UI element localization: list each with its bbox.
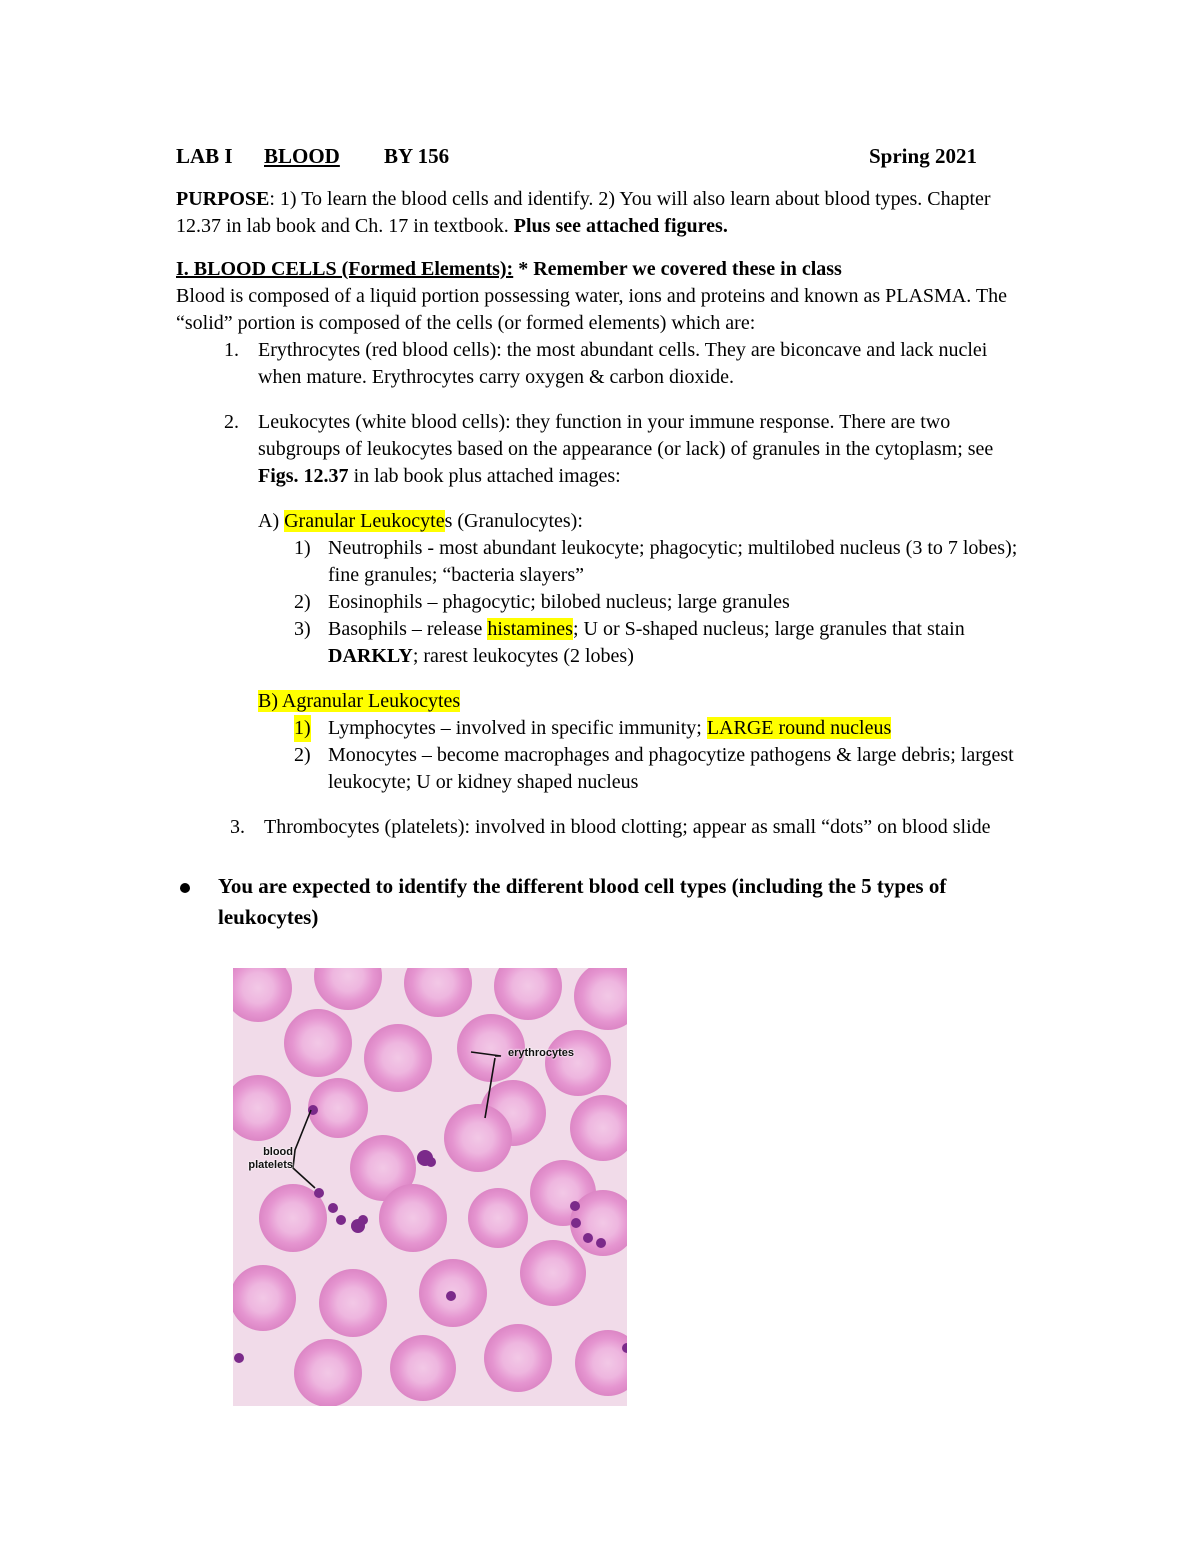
section-note: * Remember we covered these in class [513,258,842,280]
list-item-text: Leukocytes (white blood cells): they function in your immune response. There are two subgroups of leukocytes based on the appearance (or lack) of granules in the cytoplasm; see [258,411,994,460]
sublist-text-mid: ; U or S-shaped nucleus; large granules that stain [572,618,965,640]
platelet [583,1233,593,1243]
list-item-erythrocytes [176,337,1026,391]
sublist-number: 1) [294,715,311,742]
erythrocyte [379,1184,447,1252]
erythrocytes-label: erythrocytes [508,1047,575,1059]
purpose-text: : 1) To learn the blood cells and identify. 2) You will also learn about blood types. Chapter 12.37 in lab book and Ch. 17 in textbook. [176,188,991,237]
term: Spring 2021 [869,144,977,168]
list-item-monocytes [176,742,1026,796]
document-body [176,140,1026,933]
sublist-number: 2) [294,744,311,766]
sublist-text: Monocytes – become macrophages and phagocytize pathogens & large debris; largest leukocyte; U or kidney shaped nucleus [328,744,1014,793]
erythrocyte [233,1265,296,1331]
granular-title-highlight: Granular Leukocyte [284,510,445,532]
erythrocyte [364,1024,432,1092]
erythrocyte [468,1188,528,1248]
bullet-text: You are expected to identify the different blood cell types (including the 5 types of leukocytes) [218,874,947,929]
platelet [328,1203,338,1213]
platelet [570,1201,580,1211]
sublist-number: 3) [294,618,311,640]
erythrocyte [284,1009,352,1077]
purpose-bold-tail: Plus see attached figures. [513,215,728,237]
section-title: I. BLOOD CELLS (Formed Elements): [176,258,514,280]
erythrocyte [390,1335,456,1401]
erythrocyte [520,1240,586,1306]
course-code: BY 156 [384,144,450,168]
section-heading [176,256,1026,283]
erythrocyte [319,1269,387,1337]
platelets-label-line1: blood [263,1146,293,1158]
histamines-highlight: histamines [487,618,573,640]
purpose-label: PURPOSE [176,188,270,210]
list-number: 3. [230,816,245,838]
sublist-text: Neutrophils - most abundant leukocyte; phagocytic; multilobed nucleus (3 to 7 lobes); fine granules; “bacteria slayers” [328,537,1018,586]
list-item-lymphocytes [176,715,1026,742]
erythrocyte [294,1339,362,1406]
title-row [176,140,1026,172]
list-number: 2. [224,411,239,433]
sublist-number: 2) [294,591,311,613]
granular-heading [176,508,1026,535]
sublist-number: 1) [294,537,311,559]
platelet [426,1157,436,1167]
lab-number: LAB I [176,144,233,168]
erythrocyte [484,1324,552,1392]
purpose-paragraph [176,186,1026,240]
list-item-text: Erythrocytes (red blood cells): the most abundant cells. They are biconcave and lack nuclei when mature. Erythrocytes carry oxygen & carbon dioxide. [258,339,988,388]
large-round-nucleus-highlight: LARGE round nucleus [706,717,892,739]
platelet [314,1188,324,1198]
platelet [358,1215,368,1225]
list-item-eosinophils [176,589,1026,616]
sublist-text: Eosinophils – phagocytic; bilobed nucleus; large granules [328,591,790,613]
agranular-heading-highlight [258,690,460,712]
list-item-text: Thrombocytes (platelets): involved in blood clotting; appear as small “dots” on blood slide [264,816,991,838]
list-item-thrombocytes [176,814,1026,841]
list-item-basophils [176,616,1026,670]
bullet-icon [180,883,190,893]
platelet [234,1353,244,1363]
bullet-expectation [176,871,1026,933]
figure-reference: Figs. 12.37 [258,465,349,487]
platelets-label [237,1146,293,1172]
sublist-letter: B) [258,690,278,712]
sublist-letter: A) [258,510,280,532]
blood-smear-image [233,968,627,1406]
granular-title-rest: s (Granulocytes): [444,510,583,532]
lab-topic: BLOOD [264,144,340,168]
sublist-text-tail: ; rarest leukocytes (2 lobes) [412,645,634,667]
agranular-title: Agranular Leukocytes [281,690,461,712]
darkly-bold: DARKLY [328,645,413,667]
sublist-text: Basophils – release [328,618,488,640]
agranular-heading [176,688,1026,715]
blood-smear-figure [233,968,627,1406]
platelet [336,1215,346,1225]
list-item-leukocytes [176,409,1026,490]
section-intro: Blood is composed of a liquid portion possessing water, ions and proteins and known as PLASMA. The “solid” portion is composed of the cells (or formed elements) which are: [176,285,1007,334]
list-number: 1. [224,339,239,361]
erythrocyte [444,1104,512,1172]
platelet [596,1238,606,1248]
formed-elements-list [176,337,1026,490]
platelets-label-line2: platelets [248,1159,293,1171]
sublist-text: Lymphocytes – involved in specific immunity; [328,717,707,739]
list-item-text-tail: in lab book plus attached images: [348,465,621,487]
erythrocyte [545,1030,611,1096]
platelet [571,1218,581,1228]
platelet [446,1291,456,1301]
list-item-neutrophils [176,535,1026,589]
